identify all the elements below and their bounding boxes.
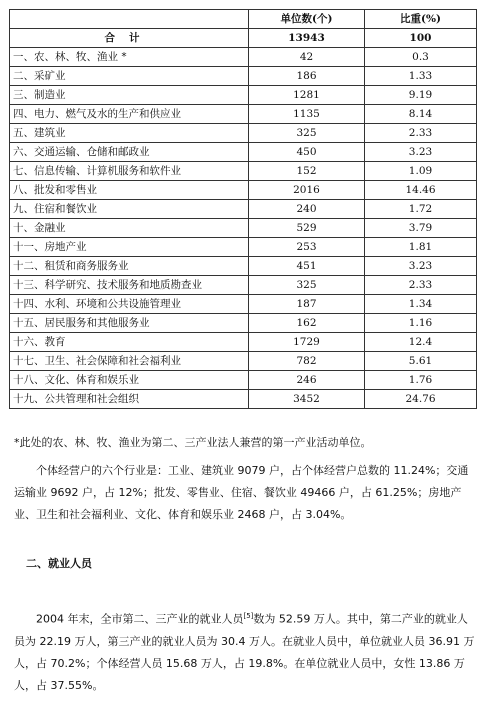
ratio-value: 12.4 <box>365 333 477 352</box>
industry-units-table <box>9 9 477 409</box>
header-unit-count: 单位数(个) <box>249 10 365 29</box>
header-industry <box>10 10 249 29</box>
table-row <box>10 295 477 314</box>
ratio-value: 3.23 <box>365 143 477 162</box>
industry-name: 九、住宿和餐饮业 <box>10 200 249 219</box>
unit-count: 253 <box>249 238 365 257</box>
ratio-value: 1.09 <box>365 162 477 181</box>
unit-count: 451 <box>249 257 365 276</box>
industry-name: 二、采矿业 <box>10 67 249 86</box>
industry-name: 三、制造业 <box>10 86 249 105</box>
unit-count: 450 <box>249 143 365 162</box>
ratio-value: 14.46 <box>365 181 477 200</box>
unit-count: 1729 <box>249 333 365 352</box>
industry-name: 十七、卫生、社会保障和社会福利业 <box>10 352 249 371</box>
unit-count: 529 <box>249 219 365 238</box>
unit-count: 162 <box>249 314 365 333</box>
industry-name: 十二、租赁和商务服务业 <box>10 257 249 276</box>
unit-count: 782 <box>249 352 365 371</box>
table-row <box>10 238 477 257</box>
employment-text-rest: 数为 52.59 万人。其中，第二产业的就业人员为 22.19 万人，第三产业的就业人员为 30.4 万人。在就业人员中，单位就业人员 36.91 万人，占 70.2%；个体经营人员 15.68 万人，占 19.8%。在单位就业人员中，女性 13.86 万人，占 37.55%。 <box>14 612 475 692</box>
total-label: 合计 <box>10 29 249 48</box>
unit-count: 1281 <box>249 86 365 105</box>
ratio-value: 8.14 <box>365 105 477 124</box>
unit-count: 246 <box>249 371 365 390</box>
ratio-value: 24.76 <box>365 390 477 409</box>
table-row <box>10 48 477 67</box>
industry-name: 十四、水利、环境和公共设施管理业 <box>10 295 249 314</box>
ratio-value: 9.19 <box>365 86 477 105</box>
total-count: 13943 <box>249 29 365 48</box>
table-row <box>10 200 477 219</box>
footnote-ref: [5] <box>243 612 254 620</box>
ratio-value: 1.16 <box>365 314 477 333</box>
ratio-value: 0.3 <box>365 48 477 67</box>
table-row <box>10 371 477 390</box>
unit-count: 3452 <box>249 390 365 409</box>
industry-name: 五、建筑业 <box>10 124 249 143</box>
industry-name: 十八、文化、体育和娱乐业 <box>10 371 249 390</box>
ratio-value: 1.33 <box>365 67 477 86</box>
industry-name: 十一、房地产业 <box>10 238 249 257</box>
table-row <box>10 276 477 295</box>
ratio-value: 3.23 <box>365 257 477 276</box>
table-row <box>10 143 477 162</box>
industry-name: 十九、公共管理和社会组织 <box>10 390 249 409</box>
table-row <box>10 124 477 143</box>
industry-name: 十六、教育 <box>10 333 249 352</box>
unit-count: 2016 <box>249 181 365 200</box>
unit-count: 186 <box>249 67 365 86</box>
unit-count: 325 <box>249 276 365 295</box>
self-employed-paragraph: 个体经营户的六个行业是：工业、建筑业 9079 户，占个体经营户总数的 11.24%；交通运输业 9692 户，占 12%；批发、零售业、住宿、餐饮业 49466 户，占 61.25%；房地产业、卫生和社会福利业、文化、体育和娱乐业 2468 户，占 3.04%。 <box>14 464 469 521</box>
section-heading: 二、就业人员 <box>26 557 92 570</box>
ratio-value: 1.81 <box>365 238 477 257</box>
table-row <box>10 219 477 238</box>
unit-count: 325 <box>249 124 365 143</box>
unit-count: 42 <box>249 48 365 67</box>
ratio-value: 1.72 <box>365 200 477 219</box>
table-row <box>10 105 477 124</box>
table-header-row <box>10 10 477 29</box>
table-row <box>10 162 477 181</box>
ratio-value: 2.33 <box>365 124 477 143</box>
industry-name: 四、电力、燃气及水的生产和供应业 <box>10 105 249 124</box>
industry-name: 八、批发和零售业 <box>10 181 249 200</box>
table-row <box>10 352 477 371</box>
industry-name: 一、农、林、牧、渔业 * <box>10 48 249 67</box>
table-row <box>10 257 477 276</box>
total-row <box>10 29 477 48</box>
unit-count: 1135 <box>249 105 365 124</box>
industry-name: 六、交通运输、仓储和邮政业 <box>10 143 249 162</box>
ratio-value: 1.34 <box>365 295 477 314</box>
table-row <box>10 181 477 200</box>
total-ratio: 100 <box>365 29 477 48</box>
ratio-value: 1.76 <box>365 371 477 390</box>
industry-name: 十、金融业 <box>10 219 249 238</box>
unit-count: 152 <box>249 162 365 181</box>
industry-name: 十五、居民服务和其他服务业 <box>10 314 249 333</box>
employment-text-start: 2004 年末，全市第二、三产业的就业人员 <box>36 612 244 626</box>
ratio-value: 3.79 <box>365 219 477 238</box>
table-row <box>10 333 477 352</box>
industry-name: 十三、科学研究、技术服务和地质勘查业 <box>10 276 249 295</box>
industry-name: 七、信息传输、计算机服务和软件业 <box>10 162 249 181</box>
employment-paragraph <box>14 605 478 697</box>
table-row <box>10 390 477 409</box>
footnote: *此处的农、林、牧、渔业为第二、三产业法人兼营的第一产业活动单位。 <box>14 436 372 449</box>
ratio-value: 2.33 <box>365 276 477 295</box>
table-row <box>10 314 477 333</box>
table-row <box>10 67 477 86</box>
ratio-value: 5.61 <box>365 352 477 371</box>
header-ratio: 比重(%) <box>365 10 477 29</box>
table-row <box>10 86 477 105</box>
unit-count: 240 <box>249 200 365 219</box>
unit-count: 187 <box>249 295 365 314</box>
